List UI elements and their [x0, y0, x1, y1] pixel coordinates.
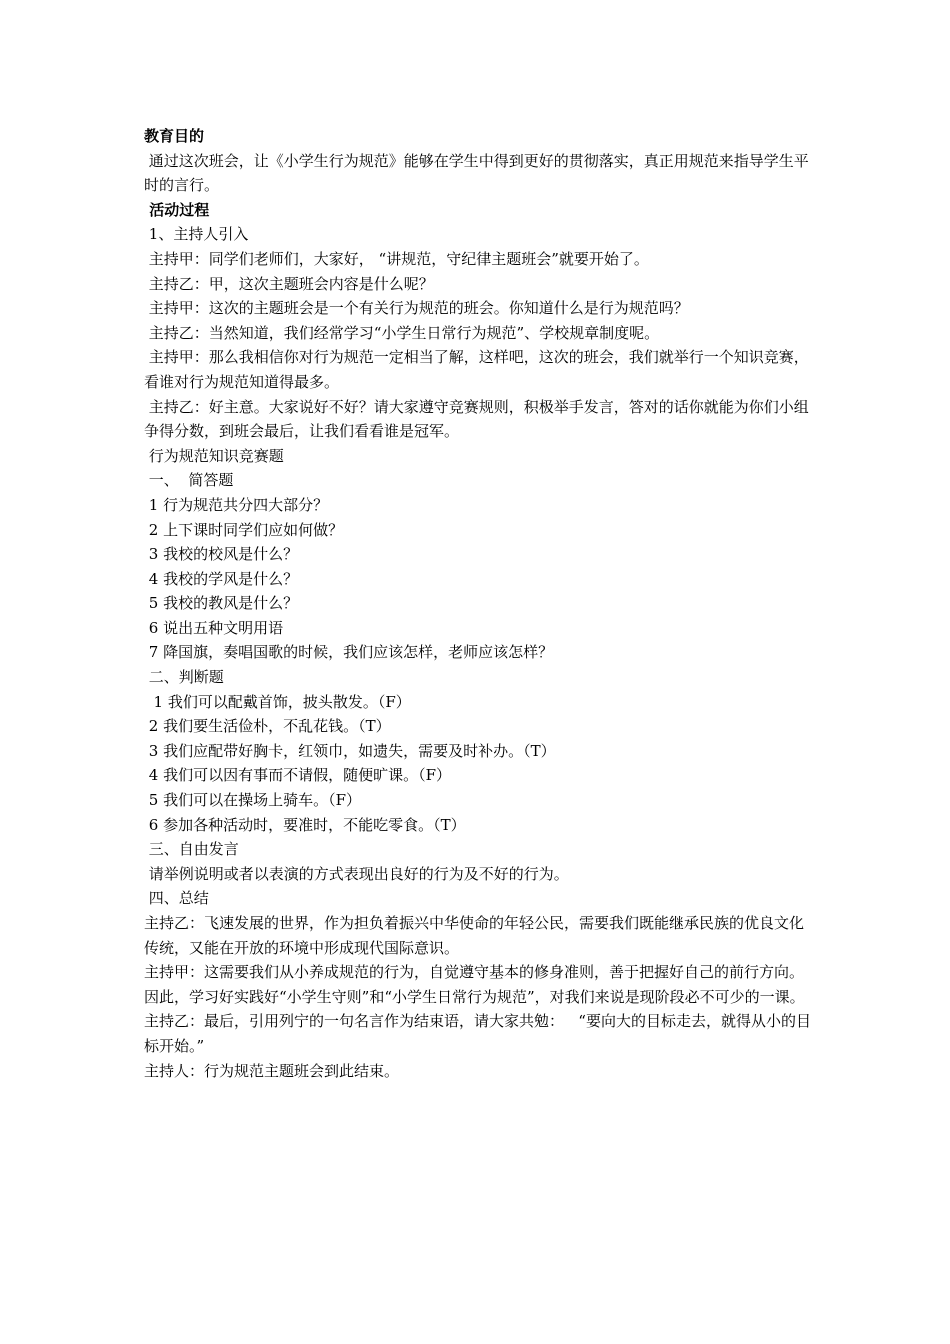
text-line: 4 我们可以因有事而不请假，随便旷课。（F） — [144, 766, 452, 785]
document-body — [144, 124, 812, 1083]
text-line: 5 我们可以在操场上骑车。（F） — [144, 791, 362, 810]
section-title-goal: 教育目的 — [144, 127, 205, 145]
text-line: 四、总结 — [144, 889, 209, 908]
text-line: 6 参加各种活动时，要准时，不能吃零食。（T） — [144, 815, 466, 834]
text-line: 一、 简答题 — [144, 471, 234, 490]
text-line: 5 我校的教风是什么？ — [144, 594, 299, 613]
text-line: 行为规范知识竞赛题 — [144, 446, 284, 465]
text-line: 1、主持人引入 — [144, 225, 249, 244]
text-line: 主持乙：飞速发展的世界，作为担负着振兴中华使命的年轻公民，需要我们既能继承民族的优良文化传统，又能在开放的环境中形成现代国际意识。 — [144, 914, 805, 957]
text-line: 4 我校的学风是什么？ — [144, 569, 299, 588]
text-line: 主持甲：那么我相信你对行为规范一定相当了解，这样吧，这次的班会，我们就举行一个知识竞赛，看谁对行为规范知道得最多。 — [144, 348, 809, 391]
text-line: 2 上下课时同学们应如何做？ — [144, 520, 344, 539]
text-line: 1 我们可以配戴首饰，披头散发。（F） — [144, 692, 411, 711]
text-line: 1 行为规范共分四大部分？ — [144, 495, 329, 514]
text-line: 请举例说明或者以表演的方式表现出良好的行为及不好的行为。 — [144, 864, 569, 883]
text-line: 主持乙：好主意。大家说好不好？请大家遵守竞赛规则，积极举手发言，答对的话你就能为你们小组争得分数，到班会最后，让我们看看谁是冠军。 — [144, 397, 809, 441]
text-line: 主持甲：这次的主题班会是一个有关行为规范的班会。你知道什么是行为规范吗？ — [144, 299, 689, 318]
text-line: 主持甲：这需要我们从小养成规范的行为，自觉遵守基本的修身准则，善于把握好自己的前行方向。因此，学习好实践好“小学生守则”和“小学生日常行为规范”，对我们来说是现阶段必不可少的一课。 — [144, 963, 805, 1006]
text-line: 二、判断题 — [144, 668, 224, 687]
text-line: 主持乙：甲，这次主题班会内容是什么呢？ — [144, 274, 434, 293]
text-line: 主持乙：当然知道，我们经常学习“小学生日常行为规范”、学校规章制度呢。 — [144, 323, 660, 342]
text-line: 主持人：行为规范主题班会到此结束。 — [144, 1061, 400, 1080]
text-line: 3 我们应配带好胸卡，红领巾，如遗失，需要及时补办。（T） — [144, 741, 556, 760]
text-line: 6 说出五种文明用语 — [144, 618, 284, 637]
text-line: 主持甲：同学们老师们，大家好， “讲规范，守纪律主题班会”就要开始了。 — [144, 249, 649, 268]
section-title-process: 活动过程 — [144, 200, 210, 219]
text-line: 2 我们要生活俭朴，不乱花钱。（T） — [144, 717, 391, 736]
goal-paragraph: 通过这次班会，让《小学生行为规范》能够在学生中得到更好的贯彻落实，真正用规范来指导学生平时的言行。 — [144, 151, 809, 195]
text-line: 7 降国旗，奏唱国歌的时候，我们应该怎样，老师应该怎样？ — [144, 643, 554, 662]
text-line: 三、自由发言 — [144, 840, 239, 859]
text-line: 主持乙：最后，引用列宁的一句名言作为结束语，请大家共勉： “要向大的目标走去，就得从小的目标开始。” — [144, 1012, 811, 1055]
text-line: 3 我校的校风是什么？ — [144, 545, 299, 564]
